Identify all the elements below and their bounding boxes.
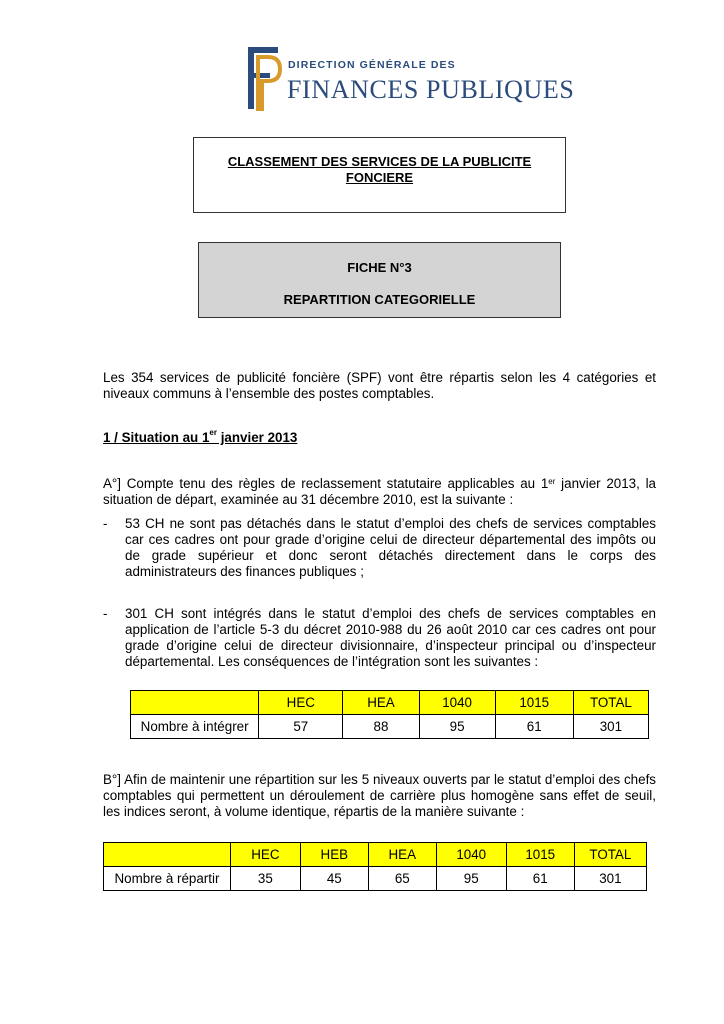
table-row — [104, 867, 647, 891]
table-cell: 45 — [300, 867, 368, 891]
section-heading — [103, 430, 297, 445]
integration-table — [130, 690, 649, 739]
table-header-cell: 1040 — [419, 691, 495, 715]
section-heading-sup: er — [209, 428, 217, 437]
table-header-cell: TOTAL — [573, 691, 648, 715]
table-cell: 301 — [574, 867, 646, 891]
paragraph-a-part2: janvier 2013, la situation de départ, examinée au 31 décembre 2010, est la suivante : — [103, 476, 656, 507]
table-cell: 65 — [368, 867, 436, 891]
bullet-item — [103, 606, 656, 670]
logo-line-1: DIRECTION GÉNÉRALE DES — [288, 59, 456, 71]
bullet-dash: - — [103, 606, 108, 621]
logo-line-2: FINANCES PUBLIQUES — [287, 75, 575, 104]
table-header-cell — [131, 691, 259, 715]
fiche-number: FICHE N°3 — [347, 260, 412, 275]
bullet-text: 301 CH sont intégrés dans le statut d’emploi des chefs de services comptables en application de l’article 5-3 du décret 2010-988 du 26 août 2010 car ces cadres ont pour grade d’origine celui de directeur divisionnaire, d’inspecteur principal ou d’inspecteur départemental. Les conséquences de l’intégration sont les suivantes : — [125, 606, 656, 669]
table-header-cell: TOTAL — [574, 843, 646, 867]
table-header-cell: 1015 — [495, 691, 573, 715]
distribution-table — [103, 842, 647, 891]
title-box — [193, 137, 566, 213]
table-cell: 61 — [495, 715, 573, 739]
table-cell: 57 — [259, 715, 343, 739]
table-cell: 35 — [230, 867, 300, 891]
table-header-row — [104, 843, 647, 867]
dgfip-emblem-icon — [240, 43, 284, 113]
table-header-cell: 1015 — [506, 843, 574, 867]
table-header-cell — [104, 843, 231, 867]
table-header-cell: HEB — [300, 843, 368, 867]
table-row — [131, 715, 649, 739]
table-header-cell: HEC — [230, 843, 300, 867]
table-cell: 95 — [436, 867, 506, 891]
fiche-box — [198, 242, 561, 318]
title-line-1: CLASSEMENT DES SERVICES DE LA PUBLICITE — [227, 154, 532, 169]
intro-paragraph: Les 354 services de publicité foncière (SPF) vont être répartis selon les 4 catégories et niveaux communs à l’ensemble des postes comptables. — [103, 370, 656, 401]
section-heading-suffix: janvier 2013 — [216, 430, 298, 445]
table-header-cell: HEA — [368, 843, 436, 867]
table-cell: 95 — [419, 715, 495, 739]
table-cell: 301 — [573, 715, 648, 739]
table-header-row — [131, 691, 649, 715]
table-cell: 61 — [506, 867, 574, 891]
bullet-item — [103, 516, 656, 580]
table-header-cell: 1040 — [436, 843, 506, 867]
table-cell: 88 — [343, 715, 419, 739]
paragraph-b: B°] Afin de maintenir une répartition sur les 5 niveaux ouverts par le statut d’emploi des chefs comptables qui permettent un déroulement de carrière plus homogène sans effet de seuil, les indices seront, à volume identique, répartis de la manière suivante : — [103, 772, 656, 819]
title-line-2: FONCIERE — [345, 170, 414, 185]
table-cell: Nombre à répartir — [104, 867, 231, 891]
paragraph-a — [103, 476, 656, 508]
table-header-cell: HEA — [343, 691, 419, 715]
table-header-cell: HEC — [259, 691, 343, 715]
table-cell: Nombre à intégrer — [131, 715, 259, 739]
paragraph-a-sup: er — [548, 477, 556, 486]
bullet-dash: - — [103, 516, 108, 531]
dgfip-logo — [240, 35, 575, 120]
bullet-text: 53 CH ne sont pas détachés dans le statut d’emploi des chefs de services comptables car ces cadres ont pour grade d’origine celui de directeur départemental des impôts ou de grade supérieur et donc seront détachés directement dans le corps des administrateurs des finances publiques ; — [125, 516, 656, 579]
document-title — [194, 154, 565, 186]
section-heading-prefix: 1 / Situation au 1 — [103, 430, 210, 445]
fiche-subject: REPARTITION CATEGORIELLE — [283, 292, 476, 307]
paragraph-a-part1: A°] Compte tenu des règles de reclassement statutaire applicables au 1 — [103, 476, 549, 491]
